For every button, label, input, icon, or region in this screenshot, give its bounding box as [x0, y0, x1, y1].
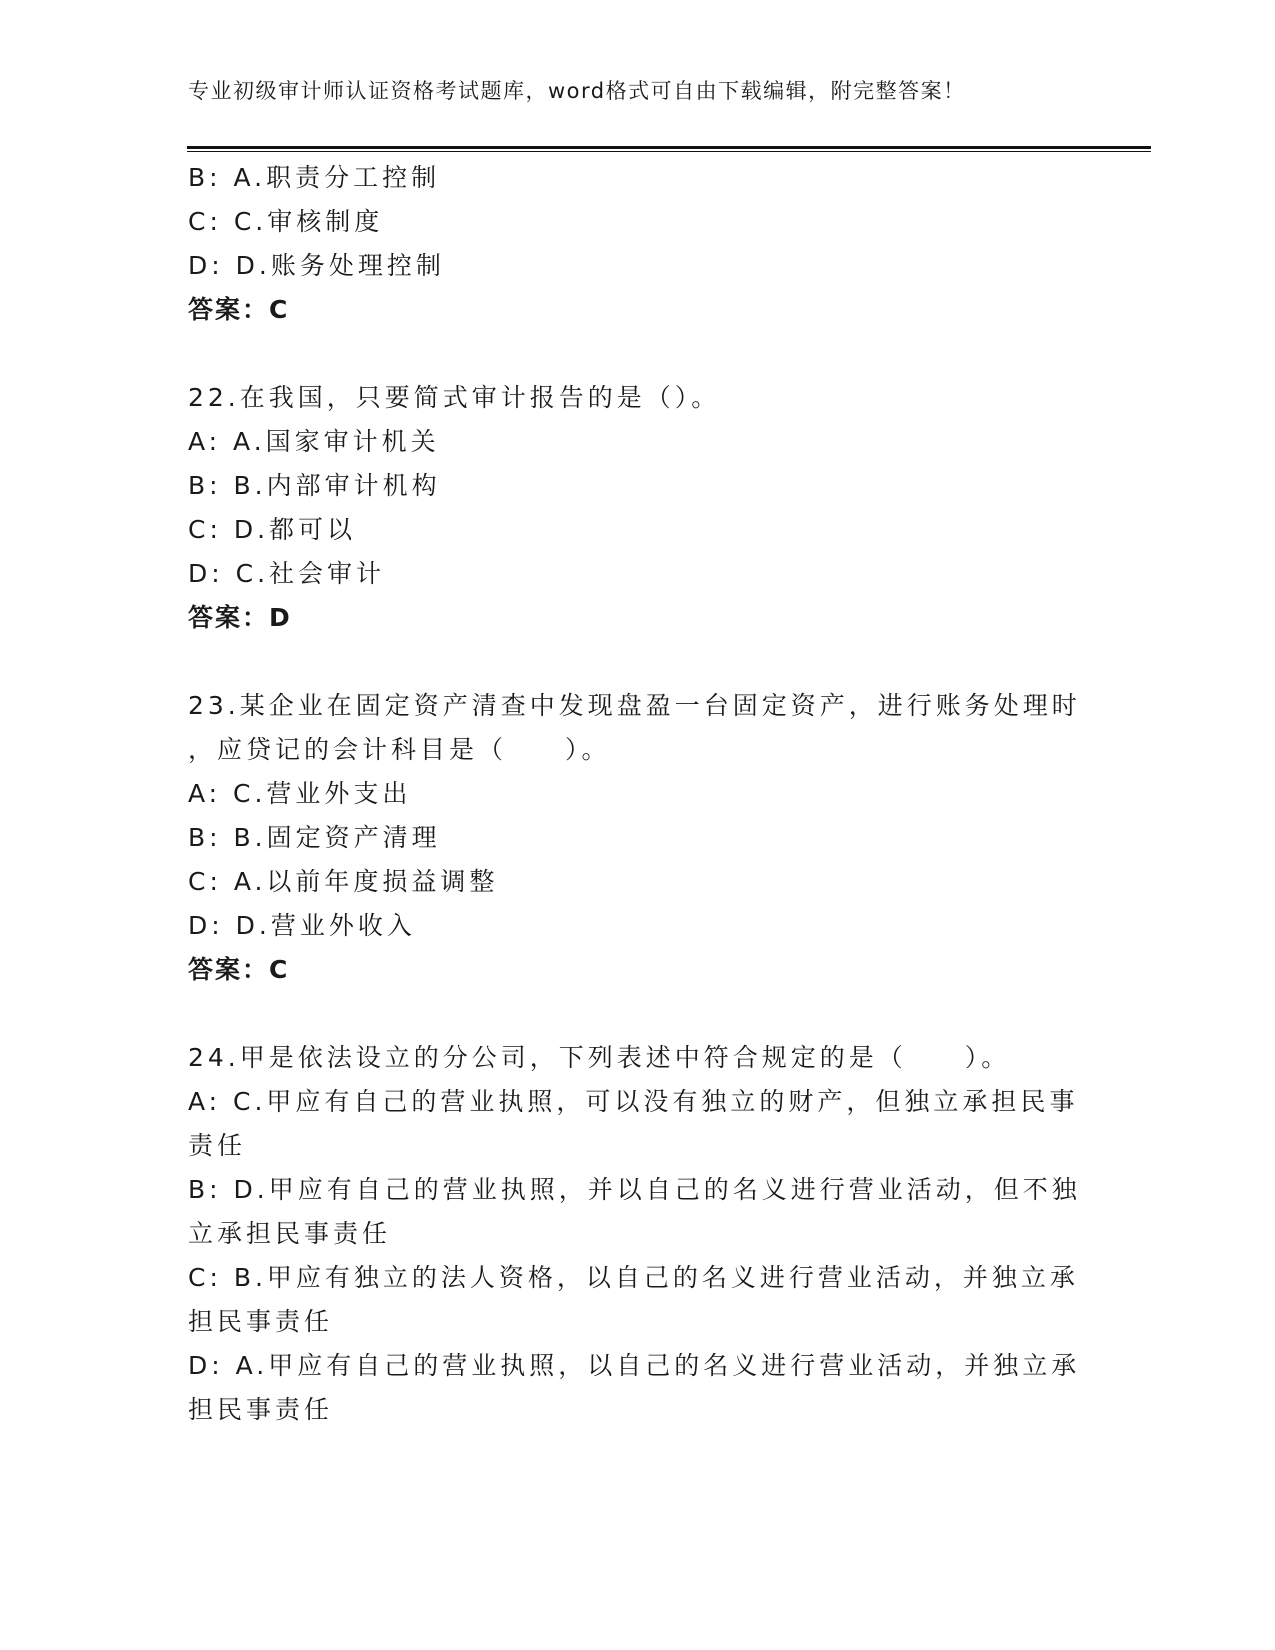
q22-option-a: A: A.国家审计机关 — [188, 427, 440, 456]
q23-option-a: A: C.营业外支出 — [188, 779, 412, 808]
q21-option-d: D: D.账务处理控制 — [188, 251, 445, 280]
q22-stem: 22.在我国，只要简式审计报告的是（）。 — [188, 383, 721, 412]
q22-option-c: C: D.都可以 — [188, 515, 357, 544]
q23-answer: 答案：C — [188, 955, 290, 984]
page-header: 专业初级审计师认证资格考试题库，word格式可自由下载编辑，附完整答案！ — [188, 79, 966, 103]
q23-stem-line-1: 23.某企业在固定资产清查中发现盘盈一台固定资产，进行账务处理时 — [188, 691, 1081, 720]
q23-option-c: C: A.以前年度损益调整 — [188, 867, 499, 896]
q24-option-b-line-1: B: D.甲应有自己的营业执照，并以自己的名义进行营业活动，但不独 — [188, 1175, 1081, 1204]
q23-stem-line-2: ，应贷记的会计科目是（ ）。 — [188, 735, 611, 764]
q21-option-c: C: C.审核制度 — [188, 207, 384, 236]
header-rule-thin — [187, 151, 1151, 152]
q24-option-d-line-2: 担民事责任 — [188, 1395, 334, 1424]
q23-option-d: D: D.营业外收入 — [188, 911, 416, 940]
q21-answer: 答案：C — [188, 295, 290, 324]
q22-answer: 答案：D — [188, 603, 292, 632]
q24-option-a-line-2: 责任 — [188, 1131, 247, 1160]
header-rule-thick — [187, 146, 1151, 149]
q22-option-d: D: C.社会审计 — [188, 559, 386, 588]
q24-option-c-line-2: 担民事责任 — [188, 1307, 334, 1336]
q24-option-b-line-2: 立承担民事责任 — [188, 1219, 392, 1248]
q24-option-a-line-1: A: C.甲应有自己的营业执照，可以没有独立的财产，但独立承担民事 — [188, 1087, 1079, 1116]
q21-option-b: B: A.职责分工控制 — [188, 163, 441, 192]
q23-option-b: B: B.固定资产清理 — [188, 823, 441, 852]
q24-stem: 24.甲是依法设立的分公司，下列表述中符合规定的是（ ）。 — [188, 1043, 1011, 1072]
q22-option-b: B: B.内部审计机构 — [188, 471, 441, 500]
q24-option-c-line-1: C: B.甲应有独立的法人资格，以自己的名义进行营业活动，并独立承 — [188, 1263, 1079, 1292]
q24-option-d-line-1: D: A.甲应有自己的营业执照，以自己的名义进行营业活动，并独立承 — [188, 1351, 1081, 1380]
